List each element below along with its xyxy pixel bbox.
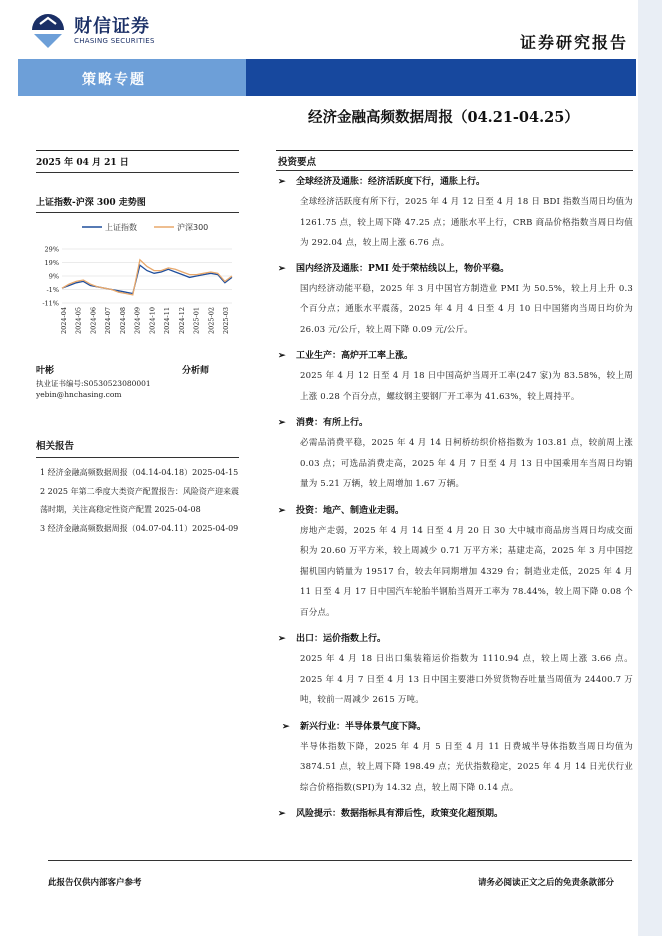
arrow-bullet-icon: ➢ [278, 634, 286, 644]
section-investment [276, 504, 633, 624]
x-tick-label: 2024-11 [163, 307, 172, 335]
related-reports-list [36, 464, 239, 538]
arrow-bullet-icon: ➢ [278, 351, 286, 361]
section-export [276, 632, 633, 711]
x-tick-label: 2025-01 [192, 307, 201, 335]
author-row [36, 363, 239, 375]
legend-label: 上证指数 [105, 223, 137, 232]
y-tick-label: -1% [46, 286, 59, 294]
key-points-heading: 投资要点 [278, 157, 317, 168]
index-trend-chart [36, 219, 239, 353]
x-tick-label: 2024-06 [89, 307, 98, 335]
section-title: 出口：运价指数上行。 [296, 634, 387, 644]
report-category: 策略专题 [82, 72, 146, 88]
x-tick-label: 2024-05 [74, 307, 83, 335]
section-industrial-production [276, 349, 633, 407]
author-email[interactable]: yebin@hnchasing.com [36, 390, 122, 399]
section-body: 必需品消费平稳，2025 年 4 月 14 日柯桥纺织价格指数为 103.81 点，较前周上涨 0.03 点；可选品消费走高，2025 年 4 月 7 日至 4 月 13 日中国乘用车当周日均销量为 5.21 万辆，较上周增加 1.67 万辆。 [300, 438, 633, 489]
arrow-bullet-icon: ➢ [278, 263, 286, 274]
section-title: 全球经济及通胀：经济活跃度下行，通胀上行。 [296, 177, 486, 187]
section-emerging-industries [276, 720, 633, 799]
related-report-item[interactable]: 3 经济金融高频数据周报（04.07-04.11）2025-04-09 [40, 523, 239, 533]
footer-disclaimer-left: 此报告仅供内部客户参考 [48, 878, 142, 888]
section-title: 新兴行业：半导体景气度下降。 [300, 721, 427, 732]
x-tick-label: 2024-08 [118, 307, 127, 335]
y-tick-label: 9% [48, 272, 59, 281]
left-column [36, 150, 239, 538]
section-title: 投资：地产、制造业走弱。 [296, 505, 405, 516]
footer-divider [48, 860, 632, 861]
section-body: 国内经济动能平稳，2025 年 3 月中国官方制造业 PMI 为 50.5%，较上月上升 0.3 个百分点；通胀水平震荡，2025 年 4 月 4 日至 4 月 10 日中国猪肉当周日均价为 26.03 元/公斤，较上周下降 0.09 元/公斤。 [300, 283, 633, 335]
legend-label: 沪深300 [177, 223, 209, 232]
x-tick-label: 2025-03 [222, 307, 230, 335]
arrow-bullet-icon: ➢ [278, 177, 286, 187]
arrow-bullet-icon: ➢ [282, 721, 290, 732]
author-role: 分析师 [182, 366, 210, 376]
section-body: 2025 年 4 月 18 日出口集装箱运价指数为 1110.94 点，较上周上涨 3.66 点。2025 年 4 月 7 日至 4 月 13 日中国主要港口外贸货物吞吐量当周值为 24400.7 万吨，较前一周减少 2615 万吨。 [300, 654, 633, 705]
section-risk-warning [276, 807, 633, 822]
y-tick-label: -11% [42, 299, 59, 308]
section-domestic-economy [276, 262, 633, 341]
divider [36, 212, 239, 213]
arrow-bullet-icon: ➢ [278, 505, 286, 516]
related-report-item[interactable]: 1 经济金融高频数据周报（04.14-04.18）2025-04-15 [40, 468, 239, 477]
chart-title: 上证指数-沪深 300 走势图 [36, 198, 146, 208]
divider [276, 170, 633, 171]
x-tick-label: 2024-04 [60, 307, 68, 335]
x-tick-label: 2025-02 [207, 307, 216, 335]
company-logo-icon [28, 10, 68, 50]
key-points-column [276, 150, 633, 822]
divider [36, 150, 239, 151]
index-chart-svg [36, 219, 239, 353]
x-tick-label: 2024-07 [104, 307, 113, 335]
report-type: 证券研究报告 [519, 33, 628, 52]
logo-text-en: CHASING SECURITIES [74, 37, 155, 45]
arrow-bullet-icon: ➢ [278, 809, 286, 819]
y-tick-label: 19% [44, 259, 59, 267]
section-title: 国内经济及通胀：PMI 处于荣枯线以上，物价平稳。 [296, 263, 510, 274]
section-body: 全球经济活跃度有所下行，2025 年 4 月 12 日至 4 月 18 日 BDI 指数当周日均值为 1261.75 点，较上周下降 47.25 点；通胀水平上行，CRB 商品价格指数当周日均值为 292.04 点，较上周上涨 6.76 点。 [300, 197, 633, 248]
section-title: 消费：有所上行。 [296, 418, 369, 428]
x-tick-label: 2024-10 [148, 307, 157, 335]
section-title: 风险提示：数据指标具有滞后性，政策变化超预期。 [296, 809, 504, 819]
related-reports-title: 相关报告 [36, 441, 75, 452]
report-date: 2025 年 04 月 21 日 [36, 158, 129, 168]
arrow-bullet-icon: ➢ [278, 418, 286, 428]
section-body: 房地产走弱，2025 年 4 月 14 日至 4 月 20 日 30 大中城市商品房当周日均成交面积为 20.60 万平方米，较上周减少 0.71 万平方米；基建走高，2025 年 3 月中国挖掘机国内销量为 19517 台，较去年同期增加 4329 台；制造业走低，2025 年 4 月 11 日至 4 月 17 日中国汽车轮胎半钢胎当周开工率为 78.44%，较上周下降 0.08 个百分点。 [300, 525, 633, 618]
x-tick-label: 2024-12 [177, 307, 186, 335]
section-consumption [276, 416, 633, 495]
section-title: 工业生产：高炉开工率上涨。 [296, 351, 414, 361]
x-tick-label: 2024-09 [133, 307, 142, 335]
section-body: 半导体指数下降，2025 年 4 月 5 日至 4 月 11 日费城半导体指数当周日均值为 3874.51 点，较上周下降 198.49 点；光伏指数稳定，2025 年 4 月 14 日光伏行业综合价格指数(SPI)为 14.32 点，较上周下降 0.14 点。 [300, 741, 633, 793]
section-body: 2025 年 4 月 12 日至 4 月 18 日中国高炉当周开工率(247 家)为 83.58%，较上周上涨 0.28 个百分点，螺纹钢主要钢厂开工率为 41.63%，较上周持平。 [300, 371, 633, 402]
related-report-item[interactable]: 2 2025 年第二季度大类资产配置报告：风险资产迎来震荡时期，关注高稳定性资产配置 2025-04-08 [40, 486, 239, 514]
document-title: 经济金融高频数据周报（04.21-04.25） [308, 109, 579, 126]
logo-text-cn: 财信证券 [74, 16, 150, 37]
author-name: 叶彬 [36, 366, 55, 376]
banner-right [246, 59, 636, 96]
footer-disclaimer-right: 请务必阅读正文之后的免责条款部分 [477, 878, 614, 888]
divider [36, 457, 239, 458]
side-strip [638, 0, 662, 936]
section-global-economy [276, 175, 633, 254]
author-license: 执业证书编号:S0530523080001 [36, 379, 151, 388]
y-tick-label: 29% [44, 245, 59, 254]
divider [36, 172, 239, 173]
